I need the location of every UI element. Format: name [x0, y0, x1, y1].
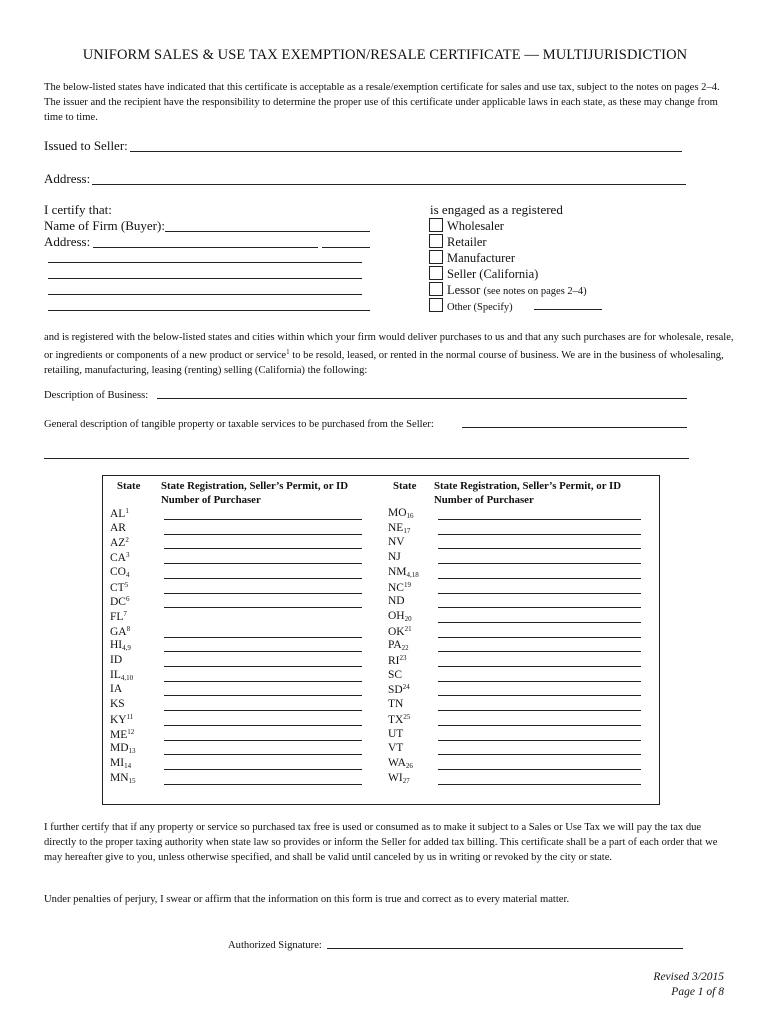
state-code-nj: NJ [388, 551, 401, 564]
state-registration-field-ks[interactable] [164, 710, 362, 711]
state-registration-field-ri[interactable] [438, 666, 641, 667]
buyer-address-line-3[interactable] [48, 278, 362, 279]
checkbox[interactable] [429, 218, 443, 232]
state-code-wa: $WA_{26}$ [388, 756, 413, 770]
state-registration-field-al[interactable] [164, 519, 362, 520]
state-code-vt: VT [388, 742, 404, 755]
checkbox[interactable] [429, 234, 443, 248]
registered-paragraph: and is registered with the below-listed states and cities within which your firm would deliver purchases to us and that any such purchases are for wholesale, resale, or ingredients or components of a new product or service$^1$ to be resold, leased, or rented in the normal course of business. We are in the business of wholesaling, retailing, manufacturing, leasing (renting) selling (California) the following: [44, 332, 734, 377]
engaged-heading: is engaged as a registered [430, 202, 563, 217]
state-code-ut: UT [388, 727, 404, 740]
state-code-id: ID [110, 654, 123, 666]
state-code-az: $AZ^2$ [110, 536, 129, 550]
option-label: Manufacturer [447, 251, 516, 265]
checkbox[interactable] [429, 250, 443, 264]
option-lessor[interactable] [429, 282, 587, 298]
state-code-md: $MD_{13}$ [110, 742, 136, 756]
state-registration-field-ca[interactable] [164, 563, 362, 564]
state-registration-field-id[interactable] [164, 666, 362, 667]
state-registration-field-ok[interactable] [438, 637, 641, 638]
state-header-right: State [393, 480, 417, 492]
option-label: Seller (California) [447, 267, 539, 281]
buyer-firm-field[interactable] [165, 231, 370, 232]
state-code-ri: RI$^{23}$ [388, 654, 407, 667]
issued-to-seller-label: Issued to Seller: [44, 138, 128, 153]
state-code-nm: $NM_{4,18}$ [388, 565, 419, 579]
state-registration-field-nv[interactable] [438, 548, 641, 549]
state-registration-field-md[interactable] [164, 754, 362, 755]
state-code-ks: KS [110, 698, 125, 711]
buyer-address-field-2[interactable] [322, 247, 370, 248]
state-registration-field-ne[interactable] [438, 534, 641, 535]
state-code-tx: TX$^{25}$ [388, 712, 411, 726]
state-registration-field-hi[interactable] [164, 651, 362, 652]
state-registration-field-il[interactable] [164, 681, 362, 682]
option-wholesaler[interactable] [429, 218, 504, 234]
state-registration-field-sd[interactable] [438, 695, 641, 696]
state-code-me: ME$^{12}$ [110, 727, 135, 741]
buyer-firm-label: Name of Firm (Buyer): [44, 218, 165, 233]
state-code-il: $IL_{4,10}$ [110, 668, 134, 682]
state-registration-field-co[interactable] [164, 578, 362, 579]
state-registration-field-sc[interactable] [438, 681, 641, 682]
state-code-ky: KY$^{11}$ [110, 712, 134, 726]
intro-paragraph: The below-listed states have indicated that this certificate is acceptable as a resale/exemption certificate for sales and use tax, subject to the notes on pages 2–4. The issuer and the recipient have the responsibility to determine the proper use of this certificate under applicable laws in each state, as these may change from time to time. [44, 82, 720, 124]
state-code-ct: $CT^5$ [110, 580, 129, 594]
state-code-ne: $NE_{17}$ [388, 521, 411, 535]
state-registration-field-nd[interactable] [438, 607, 641, 608]
state-registration-field-ia[interactable] [164, 695, 362, 696]
checkbox[interactable] [429, 282, 443, 296]
state-registration-field-ut[interactable] [438, 740, 641, 741]
page-number: Page 1 of 8 [671, 986, 724, 998]
state-registration-field-mi[interactable] [164, 769, 362, 770]
state-registration-table [102, 475, 660, 805]
state-registration-field-wa[interactable] [438, 769, 641, 770]
seller-address-label: Address: [44, 171, 91, 186]
desc-business-label: Description of Business: [44, 390, 149, 401]
checkbox[interactable] [429, 266, 443, 280]
state-code-dc: $DC^6$ [110, 595, 130, 609]
state-registration-field-ga[interactable] [164, 637, 362, 638]
state-registration-field-ar[interactable] [164, 534, 362, 535]
state-registration-field-me[interactable] [164, 740, 362, 741]
other-specify-field[interactable] [534, 309, 602, 310]
lessor-note: (see notes on pages 2–4) [483, 286, 587, 297]
general-desc-field-2[interactable] [44, 458, 689, 459]
state-code-pa: $PA_{22}$ [388, 639, 409, 653]
form-title: UNIFORM SALES & USE TAX EXEMPTION/RESALE CERTIFICATE — MULTIJURISDICTION [82, 47, 688, 63]
state-code-ok: OK$^{21}$ [388, 624, 412, 638]
buyer-address-field[interactable] [93, 247, 318, 248]
state-code-wi: $WI_{27}$ [388, 771, 410, 785]
state-registration-field-wi[interactable] [438, 784, 641, 785]
option-manufacturer[interactable] [429, 250, 515, 266]
general-desc-field[interactable] [462, 427, 687, 428]
state-code-sc: SC [388, 668, 403, 681]
state-registration-field-ct[interactable] [164, 593, 362, 594]
option-label: Other (Specify) [447, 302, 513, 313]
seller-address-field[interactable] [92, 184, 686, 185]
state-code-co: $CO_4$ [110, 565, 130, 579]
state-code-tn: TN [388, 698, 404, 711]
option-label: Wholesaler [447, 219, 504, 233]
option-label: Lessor [447, 283, 481, 297]
state-code-nc: NC$^{19}$ [388, 580, 411, 594]
revision-info [653, 970, 724, 1000]
signature-field[interactable] [327, 948, 683, 949]
state-header-left: State [117, 480, 141, 492]
state-registration-field-dc[interactable] [164, 607, 362, 608]
general-desc-label: General description of tangible property or taxable services to be purchased from the Seller: [44, 419, 434, 430]
certify-label: I certify that: [44, 202, 112, 217]
state-code-oh: $OH_{20}$ [388, 609, 412, 623]
option-seller-california[interactable] [429, 266, 538, 282]
desc-business-field[interactable] [157, 398, 687, 399]
state-registration-field-pa[interactable] [438, 651, 641, 652]
reg-header-left: State Registration, Seller’s Permit, or ID Number of Purchaser [161, 480, 348, 506]
signature-label: Authorized Signature: [228, 940, 322, 951]
buyer-address-line-4[interactable] [48, 294, 362, 295]
revised-date: Revised 3/2015 [653, 971, 724, 983]
state-registration-field-az[interactable] [164, 548, 362, 549]
state-code-ga: $GA^8$ [110, 624, 131, 638]
state-code-ar: AR [110, 521, 126, 534]
option-other[interactable] [429, 298, 513, 314]
state-registration-field-nm[interactable] [438, 578, 641, 579]
state-code-ia: IA [110, 683, 123, 696]
state-code-mo: $MO_{16}$ [388, 507, 414, 520]
state-registration-field-tx[interactable] [438, 725, 641, 726]
option-retailer[interactable] [429, 234, 487, 250]
state-code-nv: NV [388, 536, 405, 549]
state-registration-field-mn[interactable] [164, 784, 362, 785]
state-registration-field-mo[interactable] [438, 519, 641, 520]
reg-header-right: State Registration, Seller’s Permit, or ID Number of Purchaser [434, 480, 621, 506]
state-code-mi: $MI_{14}$ [110, 756, 132, 770]
state-registration-field-oh[interactable] [438, 622, 641, 623]
option-label: Retailer [447, 235, 487, 249]
state-code-sd: SD$^{24}$ [388, 683, 410, 697]
buyer-address-label: Address: [44, 234, 91, 249]
state-registration-field-tn[interactable] [438, 710, 641, 711]
state-code-mn: $MN_{15}$ [110, 771, 136, 785]
state-code-hi: $HI_{4,9}$ [110, 639, 131, 653]
issued-to-seller-field[interactable] [130, 151, 682, 152]
state-registration-field-nc[interactable] [438, 593, 641, 594]
checkbox[interactable] [429, 298, 443, 312]
further-certify-paragraph: I further certify that if any property or service so purchased tax free is used or consumed as to make it subject to a Sales or Use Tax we will pay the tax due directly to the proper taxing authority when state law so provides or inform the Seller for added tax billing. This certificate shall be a part of each order that we may hereafter give to you, unless otherwise specified, and shall be valid until canceled by us in writing or revoked by the city or state. [44, 822, 718, 864]
buyer-address-line-5[interactable] [48, 310, 370, 311]
state-registration-field-vt[interactable] [438, 754, 641, 755]
state-code-ca: $CA^3$ [110, 551, 130, 565]
state-code-al: $AL^1$ [110, 507, 129, 520]
buyer-address-line-2[interactable] [48, 262, 362, 263]
perjury-paragraph: Under penalties of perjury, I swear or affirm that the information on this form is true and correct as to every material matter. [44, 894, 570, 905]
state-code-fl: $FL^7$ [110, 609, 127, 623]
state-registration-field-nj[interactable] [438, 563, 641, 564]
state-code-nd: ND [388, 595, 405, 608]
state-registration-field-ky[interactable] [164, 725, 362, 726]
